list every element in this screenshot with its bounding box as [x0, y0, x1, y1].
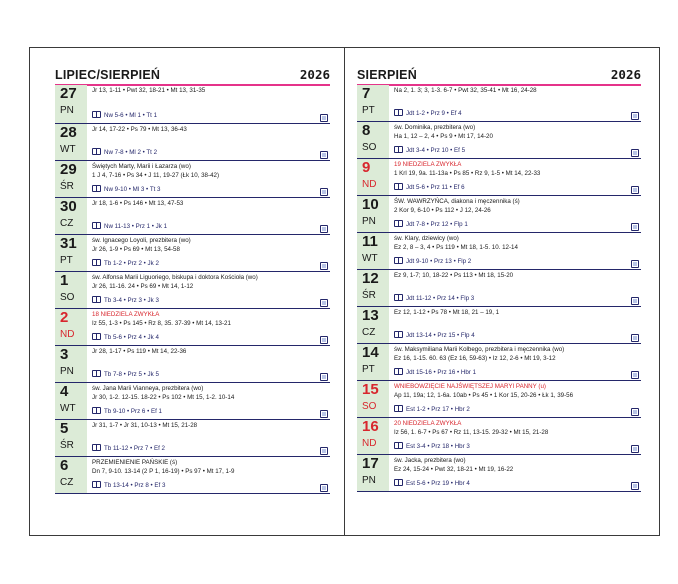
- bible-reading-plan: [92, 333, 330, 343]
- weekday-label: ŚR: [60, 181, 74, 192]
- day-content: [394, 270, 641, 306]
- bible-reading-plan: [394, 146, 641, 156]
- date-column: [55, 309, 87, 345]
- day-row: [55, 198, 330, 235]
- day-number: 11: [362, 233, 378, 250]
- book-icon: [394, 220, 403, 227]
- day-row: [357, 344, 641, 381]
- day-row: [55, 235, 330, 272]
- day-row: [357, 455, 641, 492]
- day-number: 9: [362, 159, 371, 176]
- reading-plan-text: Jdt 5-6 • Prz 11 • Ef 6: [406, 184, 465, 191]
- bible-reading-plan: [394, 183, 641, 193]
- liturgical-day-text: 19 NIEDZIELA ZWYKŁA: [394, 161, 462, 168]
- bible-reading-plan: [92, 444, 330, 454]
- weekday-label: WT: [60, 403, 76, 414]
- book-icon: [394, 479, 403, 486]
- reading-plan-text: Tb 11-12 • Prz 7 • Ef 2: [104, 445, 165, 452]
- bible-reading-plan: [92, 259, 330, 269]
- liturgical-day-text: Świętych Marty, Marii i Łazarza (wo): [92, 163, 191, 170]
- reading-plan-text: Tb 13-14 • Prz 8 • Ef 3: [104, 482, 166, 489]
- day-row: [55, 457, 330, 494]
- scripture-readings-text: 2 Kor 9, 6-10 • Ps 112 • J 12, 24-26: [394, 207, 491, 214]
- weekday-label: PN: [362, 475, 376, 486]
- reading-plan-text: Est 3-4 • Prz 18 • Hbr 3: [406, 443, 470, 450]
- date-column: [357, 122, 389, 158]
- bible-reading-plan: [92, 296, 330, 306]
- left-page: [29, 47, 345, 536]
- reading-plan-text: Tb 5-6 • Prz 4 • Jk 4: [104, 334, 159, 341]
- liturgical-day-text: 18 NIEDZIELA ZWYKŁA: [92, 311, 160, 318]
- reading-plan-text: Tb 7-8 • Prz 5 • Jk 5: [104, 371, 159, 378]
- bible-reading-plan: [394, 109, 641, 119]
- weekday-label: PN: [60, 105, 74, 116]
- day-number: 12: [362, 270, 379, 287]
- scripture-readings-text: Ez 24, 15-24 • Pwt 32, 18-21 • Mt 19, 16-22: [394, 466, 514, 473]
- weekday-label: PN: [60, 366, 74, 377]
- day-number: 1: [60, 272, 69, 289]
- scripture-readings-text: Jr 18, 1-6 • Ps 146 • Mt 13, 47-53: [92, 200, 184, 207]
- date-column: [55, 457, 87, 493]
- weekday-label: SO: [362, 142, 377, 153]
- note-checkbox-icon[interactable]: [320, 225, 328, 233]
- weekday-label: PT: [362, 364, 375, 375]
- book-icon: [92, 444, 101, 451]
- day-content: [92, 309, 330, 345]
- day-number: 30: [60, 198, 77, 215]
- date-column: [357, 233, 389, 269]
- liturgical-day-text: św. Dominika, prezbitera (wo): [394, 124, 476, 131]
- day-content: [92, 85, 330, 123]
- book-icon: [394, 294, 403, 301]
- day-content: [394, 159, 641, 195]
- book-icon: [394, 442, 403, 449]
- note-checkbox-icon[interactable]: [631, 149, 639, 157]
- bible-reading-plan: [92, 185, 330, 195]
- day-content: [92, 272, 330, 308]
- year-label: 2026: [299, 67, 330, 82]
- day-content: [92, 420, 330, 456]
- scripture-readings-text: Jr 28, 1-17 • Ps 119 • Mt 14, 22-36: [92, 348, 187, 355]
- day-content: [394, 381, 641, 417]
- note-checkbox-icon[interactable]: [320, 262, 328, 270]
- day-number: 15: [362, 381, 379, 398]
- bible-reading-plan: [92, 407, 330, 417]
- bible-reading-plan: [92, 148, 330, 158]
- date-column: [55, 346, 87, 382]
- weekday-label: ND: [60, 329, 75, 340]
- day-number: 28: [60, 124, 77, 141]
- reading-plan-text: Jdt 15-16 • Prz 16 • Hbr 1: [406, 369, 477, 376]
- note-checkbox-icon[interactable]: [320, 336, 328, 344]
- reading-plan-text: Nw 9-10 • Ml 3 • Tt 3: [104, 186, 161, 193]
- note-checkbox-icon[interactable]: [320, 373, 328, 381]
- liturgical-day-text: św. Klary, dziewicy (wo): [394, 235, 459, 242]
- note-checkbox-icon[interactable]: [320, 188, 328, 196]
- liturgical-day-text: św. Ignacego Loyoli, prezbitera (wo): [92, 237, 191, 244]
- liturgical-day-text: św. Alfonsa Marii Liguoriego, biskupa i doktora Kościoła (wo): [92, 274, 258, 281]
- note-checkbox-icon[interactable]: [631, 408, 639, 416]
- day-number: 16: [362, 418, 379, 435]
- book-icon: [394, 183, 403, 190]
- date-column: [357, 159, 389, 195]
- note-checkbox-icon[interactable]: [320, 114, 328, 122]
- date-column: [55, 198, 87, 234]
- day-row: [55, 161, 330, 198]
- day-content: [394, 122, 641, 158]
- liturgical-day-text: WNIEBOWZIĘCIE NAJŚWIĘTSZEJ MARYI PANNY (u): [394, 383, 546, 390]
- reading-plan-text: Jdt 1-2 • Prz 9 • Ef 4: [406, 110, 462, 117]
- scripture-readings-text: Ez 16, 1-15. 60. 63 (Ez 16, 59-63) • Iz 12, 2-6 • Mt 19, 3-12: [394, 355, 556, 362]
- note-checkbox-icon[interactable]: [320, 447, 328, 455]
- reading-plan-text: Tb 9-10 • Prz 6 • Ef 1: [104, 408, 162, 415]
- book-icon: [394, 257, 403, 264]
- reading-plan-text: Est 5-6 • Prz 19 • Hbr 4: [406, 480, 470, 487]
- bible-reading-plan: [394, 294, 641, 304]
- day-row: [357, 270, 641, 307]
- scripture-readings-text: Iz 55, 1-3 • Ps 145 • Rz 8, 35. 37-39 • Mt 14, 13-21: [92, 320, 231, 327]
- date-column: [55, 124, 87, 160]
- right-page: [344, 47, 660, 536]
- day-row: [357, 418, 641, 455]
- note-checkbox-icon[interactable]: [631, 334, 639, 342]
- day-row: [357, 122, 641, 159]
- day-content: [394, 233, 641, 269]
- reading-plan-text: Nw 7-8 • Ml 2 • Tt 2: [104, 149, 158, 156]
- day-row: [357, 381, 641, 418]
- note-checkbox-icon[interactable]: [631, 112, 639, 120]
- note-checkbox-icon[interactable]: [320, 299, 328, 307]
- book-icon: [92, 407, 101, 414]
- day-number: 6: [60, 457, 69, 474]
- day-row: [357, 159, 641, 196]
- weekday-label: PN: [362, 216, 376, 227]
- day-content: [92, 346, 330, 382]
- weekday-label: PT: [60, 255, 73, 266]
- day-content: [394, 344, 641, 380]
- day-content: [394, 455, 641, 491]
- month-title: LIPIEC/SIERPIEŃ: [55, 68, 161, 82]
- date-column: [55, 161, 87, 197]
- book-icon: [92, 481, 101, 488]
- weekday-label: ŚR: [60, 440, 74, 451]
- date-column: [357, 196, 389, 232]
- day-row: [357, 307, 641, 344]
- book-icon: [394, 146, 403, 153]
- date-column: [55, 383, 87, 419]
- day-number: 2: [60, 309, 69, 326]
- date-column: [55, 85, 87, 123]
- weekday-label: WT: [362, 253, 378, 264]
- note-checkbox-icon[interactable]: [631, 445, 639, 453]
- reading-plan-text: Tb 3-4 • Prz 3 • Jk 3: [104, 297, 159, 304]
- note-checkbox-icon[interactable]: [631, 371, 639, 379]
- book-icon: [92, 185, 101, 192]
- right-page-header: [357, 67, 641, 86]
- day-number: 8: [362, 122, 371, 139]
- day-content: [394, 307, 641, 343]
- scripture-readings-text: Ha 1, 12 – 2, 4 • Ps 9 • Mt 17, 14-20: [394, 133, 493, 140]
- scripture-readings-text: 1 J 4, 7-16 • Ps 34 • J 11, 19-27 (Łk 10, 38-42): [92, 172, 220, 179]
- reading-plan-text: Jdt 9-10 • Prz 13 • Flp 2: [406, 258, 472, 265]
- day-content: [394, 418, 641, 454]
- scripture-readings-text: Jr 13, 1-11 • Pwt 32, 18-21 • Mt 13, 31-35: [92, 87, 206, 94]
- scripture-readings-text: Dn 7, 9-10. 13-14 (2 P 1, 16-19) • Ps 97 • Mt 17, 1-9: [92, 468, 235, 475]
- weekday-label: ND: [362, 438, 377, 449]
- bible-reading-plan: [92, 111, 330, 121]
- day-row: [55, 346, 330, 383]
- scripture-readings-text: Ez 9, 1-7; 10, 18-22 • Ps 113 • Mt 18, 15-20: [394, 272, 514, 279]
- book-icon: [394, 368, 403, 375]
- note-checkbox-icon[interactable]: [320, 410, 328, 418]
- scripture-readings-text: Jr 14, 17-22 • Ps 79 • Mt 13, 36-43: [92, 126, 187, 133]
- scripture-readings-text: Ap 11, 19a; 12, 1-6a. 10ab • Ps 45 • 1 Kor 15, 20-26 • Łk 1, 39-56: [394, 392, 574, 399]
- weekday-label: ŚR: [362, 290, 376, 301]
- day-content: [92, 457, 330, 493]
- date-column: [357, 270, 389, 306]
- day-row: [357, 196, 641, 233]
- left-page-header: [55, 67, 330, 86]
- date-column: [357, 455, 389, 491]
- bible-reading-plan: [394, 479, 641, 489]
- liturgical-day-text: ŚW. WAWRZYŃCA, diakona i męczennika (ś): [394, 198, 520, 205]
- bible-reading-plan: [394, 405, 641, 415]
- day-row: [55, 420, 330, 457]
- scripture-readings-text: Jr 26, 1-9 • Ps 69 • Mt 13, 54-58: [92, 246, 180, 253]
- day-row: [55, 85, 330, 124]
- bible-reading-plan: [92, 222, 330, 232]
- day-row: [55, 309, 330, 346]
- reading-plan-text: Jdt 7-8 • Prz 12 • Flp 1: [406, 221, 468, 228]
- note-checkbox-icon[interactable]: [320, 151, 328, 159]
- day-number: 14: [362, 344, 379, 361]
- note-checkbox-icon[interactable]: [631, 297, 639, 305]
- day-content: [92, 161, 330, 197]
- day-content: [92, 383, 330, 419]
- reading-plan-text: Nw 5-6 • Ml 1 • Tt 1: [104, 112, 158, 119]
- weekday-label: SO: [362, 401, 377, 412]
- day-content: [92, 235, 330, 271]
- scripture-readings-text: Jr 31, 1-7 • Jr 31, 10-13 • Mt 15, 21-28: [92, 422, 198, 429]
- reading-plan-text: Jdt 3-4 • Prz 10 • Ef 5: [406, 147, 466, 154]
- day-row: [55, 383, 330, 420]
- weekday-label: CZ: [60, 477, 74, 488]
- day-content: [92, 198, 330, 234]
- date-column: [357, 381, 389, 417]
- date-column: [357, 344, 389, 380]
- book-icon: [92, 370, 101, 377]
- weekday-label: WT: [60, 144, 76, 155]
- liturgical-day-text: św. Jana Marii Vianneya, prezbitera (wo): [92, 385, 204, 392]
- book-icon: [394, 405, 403, 412]
- date-column: [357, 85, 389, 121]
- note-checkbox-icon[interactable]: [631, 223, 639, 231]
- reading-plan-text: Jdt 13-14 • Prz 15 • Flp 4: [406, 332, 475, 339]
- weekday-label: ND: [362, 179, 377, 190]
- note-checkbox-icon[interactable]: [320, 484, 328, 492]
- bible-reading-plan: [394, 442, 641, 452]
- bible-reading-plan: [394, 368, 641, 378]
- date-column: [55, 420, 87, 456]
- scripture-readings-text: Na 2, 1. 3; 3, 1-3. 6-7 • Pwt 32, 35-41 • Mt 16, 24-28: [394, 87, 537, 94]
- day-content: [394, 196, 641, 232]
- note-checkbox-icon[interactable]: [631, 260, 639, 268]
- day-content: [92, 124, 330, 160]
- right-day-list: [357, 85, 641, 492]
- note-checkbox-icon[interactable]: [631, 186, 639, 194]
- date-column: [55, 272, 87, 308]
- reading-plan-text: Nw 11-13 • Prz 1 • Jk 1: [104, 223, 168, 230]
- day-number: 4: [60, 383, 69, 400]
- weekday-label: PT: [362, 105, 375, 116]
- scripture-readings-text: 1 Krl 19, 9a. 11-13a • Ps 85 • Rz 9, 1-5 • Mt 14, 22-33: [394, 170, 541, 177]
- reading-plan-text: Jdt 11-12 • Prz 14 • Flp 3: [406, 295, 475, 302]
- note-checkbox-icon[interactable]: [631, 482, 639, 490]
- scripture-readings-text: Ez 12, 1-12 • Ps 78 • Mt 18, 21 – 19, 1: [394, 309, 500, 316]
- scripture-readings-text: Jr 26, 11-16. 24 • Ps 69 • Mt 14, 1-12: [92, 283, 194, 290]
- book-icon: [92, 333, 101, 340]
- day-number: 3: [60, 346, 69, 363]
- day-number: 17: [362, 455, 379, 472]
- day-number: 29: [60, 161, 77, 178]
- weekday-label: CZ: [362, 327, 376, 338]
- day-number: 27: [60, 85, 77, 102]
- scripture-readings-text: Ez 2, 8 – 3, 4 • Ps 119 • Mt 18, 1-5. 10. 12-14: [394, 244, 518, 251]
- bible-reading-plan: [394, 257, 641, 267]
- day-row: [357, 85, 641, 122]
- scripture-readings-text: Iz 56, 1. 6-7 • Ps 67 • Rz 11, 13-15. 29-32 • Mt 15, 21-28: [394, 429, 549, 436]
- liturgical-day-text: PRZEMIENIENIE PAŃSKIE (ś): [92, 459, 178, 466]
- liturgical-day-text: św. Maksymiliana Marii Kolbego, prezbitera i męczennika (wo): [394, 346, 565, 353]
- scripture-readings-text: Jr 30, 1-2. 12-15. 18-22 • Ps 102 • Mt 15, 1-2. 10-14: [92, 394, 235, 401]
- weekday-label: CZ: [60, 218, 74, 229]
- bible-reading-plan: [394, 220, 641, 230]
- book-icon: [394, 109, 403, 116]
- month-title: SIERPIEŃ: [357, 68, 417, 82]
- day-row: [357, 233, 641, 270]
- liturgical-day-text: 20 NIEDZIELA ZWYKŁA: [394, 420, 462, 427]
- book-icon: [92, 296, 101, 303]
- bible-reading-plan: [92, 481, 330, 491]
- book-icon: [92, 111, 101, 118]
- date-column: [357, 307, 389, 343]
- date-column: [55, 235, 87, 271]
- left-day-list: [55, 85, 330, 494]
- weekday-label: SO: [60, 292, 75, 303]
- day-row: [55, 272, 330, 309]
- reading-plan-text: Tb 1-2 • Prz 2 • Jk 2: [104, 260, 159, 267]
- day-number: 7: [362, 85, 371, 102]
- day-number: 5: [60, 420, 69, 437]
- day-number: 10: [362, 196, 379, 213]
- day-number: 31: [60, 235, 77, 252]
- liturgical-day-text: św. Jacka, prezbitera (wo): [394, 457, 466, 464]
- reading-plan-text: Est 1-2 • Prz 17 • Hbr 2: [406, 406, 470, 413]
- date-column: [357, 418, 389, 454]
- book-icon: [92, 148, 101, 155]
- year-label: 2026: [610, 67, 641, 82]
- bible-reading-plan: [394, 331, 641, 341]
- book-icon: [394, 331, 403, 338]
- day-number: 13: [362, 307, 379, 324]
- bible-reading-plan: [92, 370, 330, 380]
- book-icon: [92, 259, 101, 266]
- day-content: [394, 85, 641, 121]
- day-row: [55, 124, 330, 161]
- book-icon: [92, 222, 101, 229]
